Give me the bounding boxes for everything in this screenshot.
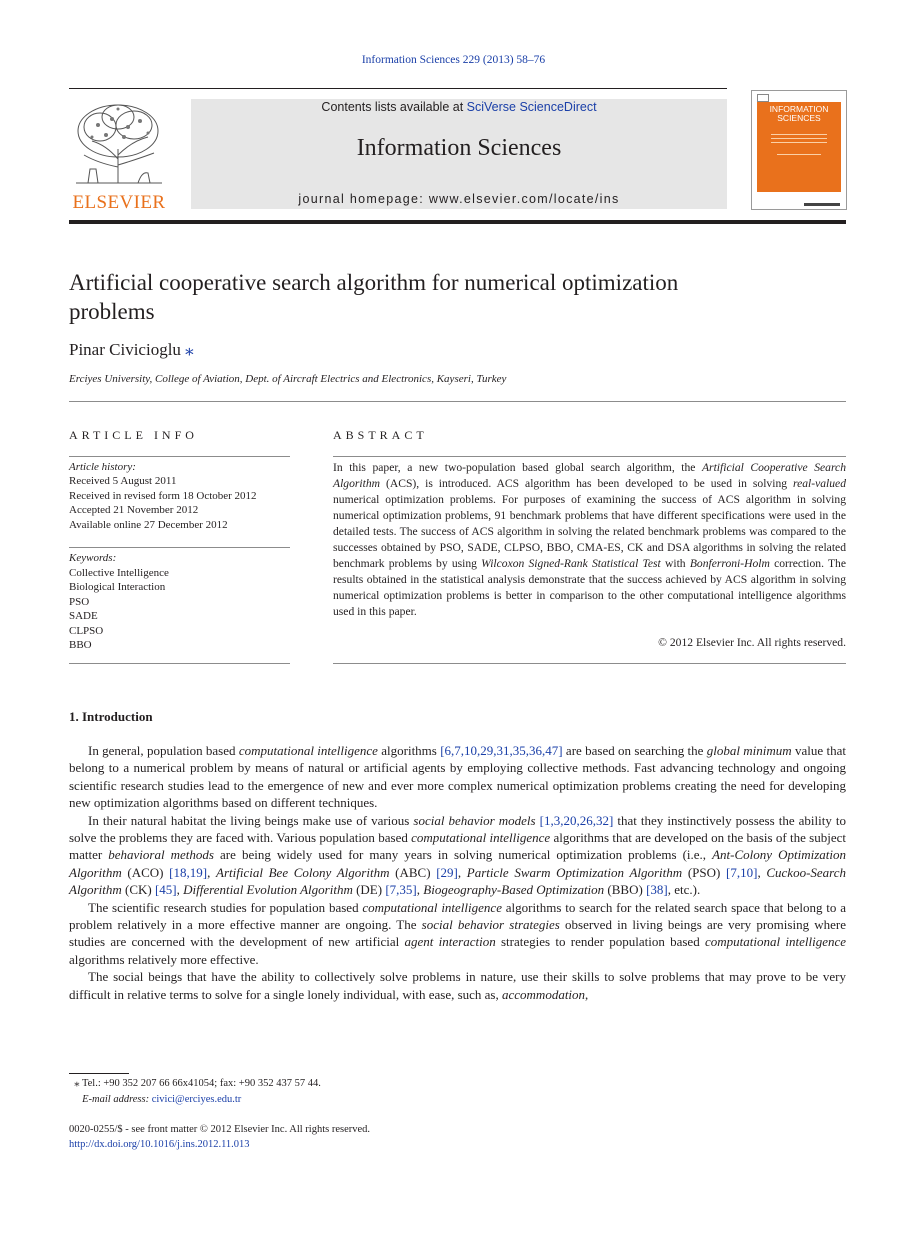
citation-link[interactable]: [7,35] [385, 882, 417, 898]
introduction-paragraph [69, 812, 846, 899]
journal-homepage [191, 192, 727, 206]
cover-publisher-mark-icon [757, 94, 769, 102]
introduction-text-run: algorithms relatively more effective. [69, 951, 259, 967]
footnote-rule [69, 1073, 129, 1074]
history-label: Article history: [69, 461, 136, 473]
contents-prefix: Contents lists available at [321, 100, 467, 114]
introduction-text-run: The social beings that have the ability to collectively solve problems in nature, use their skills to solve problems that may prove to be very difficult in relative terms to solve for a single lonely individual, with ease, such as, [69, 969, 846, 1002]
introduction-text-run: In general, population based [88, 743, 239, 758]
issn-block [69, 1122, 370, 1152]
author-footnote-mark[interactable]: ⁎ [185, 340, 194, 359]
introduction-paragraph [69, 968, 846, 1003]
email-label: E-mail address: [82, 1093, 150, 1105]
publisher-wordmark: ELSEVIER [72, 192, 166, 213]
footnote-mark: ⁎ [74, 1078, 80, 1089]
introduction-italic-run: computational intelligence [362, 899, 502, 915]
introduction-text-run: that they instinctively possess the ability to solve the problems they are faced with. Various population based [69, 812, 847, 846]
header-divider [69, 401, 846, 402]
footnote-contact [69, 1076, 321, 1092]
abstract-italic-run: Artificial Cooperative Search Algorithm [333, 461, 846, 490]
history-item: Received in revised form 18 October 2012 [69, 489, 257, 502]
introduction-text-run: strategies to render population based [495, 934, 705, 950]
cover-text-line [771, 142, 827, 143]
section-heading-introduction: 1. Introduction [69, 709, 153, 724]
cover-text-line [777, 154, 821, 155]
abstract-rule [333, 456, 846, 457]
keyword-item: Collective Intelligence [69, 566, 169, 579]
introduction-text-run: (BBO) [604, 882, 647, 898]
introduction-text-run: are being widely used for many years in solving numerical optimization problems (i.e., [213, 847, 713, 863]
paper-title: Artificial cooperative search algorithm for numerical optimization problems [69, 270, 679, 324]
introduction-text-run: algorithms to search for the related search space that belong to a problem relatively in a more effective manner are ongoing. The [69, 899, 846, 933]
abstract-text-run: numerical optimization problems. For purposes of examining the success of ACS algorithm in solving numerical optimization problems, 91 benchmark problems that have different specifications were used in the detailed tests. The success of ACS algorithm in solving the related benchmark problems was compared to the successes obtained by PSO, SADE, CLPSO, BBO, CMA-ES, CK and DSA algorithms in solving the related benchmark problems by using [333, 493, 846, 570]
history-item: Accepted 21 November 2012 [69, 504, 199, 517]
journal-name: Information Sciences [356, 135, 562, 161]
history-item: Available online 27 December 2012 [69, 518, 228, 531]
introduction-text-run: observed in living beings are very promising where studies are concerned with the development of new artificial [69, 917, 847, 950]
citation-link[interactable]: [45] [154, 882, 177, 898]
introduction-text-run: (PSO) [682, 864, 727, 880]
citation-link[interactable]: [18,19] [169, 864, 208, 880]
cover-text-line [771, 134, 827, 135]
keyword-item: SADE [69, 610, 98, 622]
cover-panel [757, 102, 841, 192]
introduction-body [69, 742, 846, 1003]
citation-link[interactable]: [7,10] [726, 864, 758, 880]
introduction-italic-run: agent interaction [404, 934, 496, 950]
masthead-bottom-rule [69, 220, 846, 224]
author-line [69, 340, 194, 360]
masthead-rule [69, 88, 727, 89]
journal-cover-thumbnail[interactable] [751, 90, 847, 210]
keyword-item: PSO [69, 595, 90, 608]
abstract-text-run: (ACS), is introduced. ACS algorithm has been developed to be used in solving [380, 477, 793, 490]
citation-link[interactable]: [38] [646, 882, 668, 898]
homepage-url-link[interactable]: www.elsevier.com/locate/ins [428, 192, 620, 206]
introduction-italic-run: Cuckoo-Search Algorithm [69, 864, 847, 898]
introduction-paragraph [69, 899, 846, 969]
introduction-text-run: , [457, 864, 467, 880]
keyword-item: CLPSO [69, 624, 104, 637]
introduction-italic-run: Ant-Colony Optimization Algorithm [69, 847, 846, 880]
introduction-text-run: (ACO) [121, 864, 170, 880]
contents-line [191, 100, 727, 114]
keyword-item: Biological Interaction [69, 581, 166, 593]
introduction-text-run: are based on searching the [562, 743, 707, 758]
cover-title: INFORMATION SCIENCES [769, 104, 829, 123]
citation-link[interactable]: [6,7,10,29,31,35,36,47] [440, 743, 563, 758]
cover-footer-bar [804, 203, 840, 206]
introduction-paragraph [69, 742, 846, 812]
introduction-text-run: , [585, 986, 589, 1002]
email-link[interactable]: civici@erciyes.edu.tr [151, 1093, 242, 1105]
introduction-text-run: In their natural habitat the living beings make use of various [88, 812, 414, 828]
introduction-italic-run: Particle Swarm Optimization Algorithm [466, 864, 683, 880]
abstract-text [333, 460, 846, 620]
introduction-italic-run: global minimum [706, 743, 792, 758]
introduction-italic-run: behavioral methods [108, 847, 214, 863]
cover-text-line [771, 138, 827, 139]
homepage-label: journal homepage: [298, 192, 429, 206]
article-info-heading: ARTICLE INFO [69, 428, 198, 442]
abstract-italic-run: Wilcoxon Signed-Rank Statistical Test [481, 557, 661, 570]
introduction-text-run: , [176, 882, 184, 898]
history-item: Received 5 August 2011 [69, 475, 177, 488]
author-name: Pinar Civicioglu [69, 340, 181, 359]
introduction-text-run: value that belong to a numerical problem by means of natural or artificial agents by employing collective methods. Fast advancing technology and ongoing scientific research studies lead to the emergence of new and ever more complex numerical optimization problems creating the need for developing new optimization algorithms based on different techniques. [69, 743, 846, 811]
introduction-text-run: (ABC) [389, 864, 437, 880]
introduction-text-run: , etc.). [667, 882, 701, 898]
footnote-email [69, 1092, 321, 1108]
introduction-text-run: , [207, 864, 217, 880]
keywords-label: Keywords: [69, 552, 117, 564]
introduction-italic-run: computational intelligence [238, 743, 378, 758]
keyword-item: BBO [69, 639, 92, 651]
abstract-text-run: with [660, 557, 690, 570]
introduction-italic-run: social behavior strategies [421, 917, 560, 933]
introduction-italic-run: computational intelligence [411, 830, 551, 846]
issn-line: 0020-0255/$ - see front matter © 2012 Elsevier Inc. All rights reserved. [69, 1124, 371, 1135]
abstract-text-run: In this paper, a new two-population based global search algorithm, the [333, 461, 702, 474]
introduction-italic-run: computational intelligence [704, 934, 847, 950]
article-history [69, 460, 290, 532]
article-info-rule [69, 547, 290, 548]
introduction-text-run: algorithms that are developed on the basis of the subject matter [69, 830, 846, 863]
citation-link[interactable]: [1,3,20,26,32] [539, 812, 614, 828]
introduction-italic-run: accommodation [502, 986, 586, 1002]
introduction-text-run: The scientific research studies for population based [88, 899, 363, 915]
article-info-rule [69, 456, 290, 457]
introduction-italic-run: Differential Evolution Algorithm [183, 882, 353, 898]
introduction-text-run: (DE) [352, 882, 386, 898]
abstract-italic-run: real-valued [792, 477, 846, 490]
introduction-text-run: , [416, 882, 424, 898]
affiliation: Erciyes University, College of Aviation, Dept. of Aircraft Electrics and Electronics, Kayseri, Turkey [69, 373, 507, 385]
abstract-copyright: © 2012 Elsevier Inc. All rights reserved. [658, 636, 846, 649]
keywords [69, 551, 290, 653]
abstract-italic-run: Bonferroni-Holm [689, 557, 770, 570]
introduction-text-run: algorithms [377, 743, 441, 758]
introduction-italic-run: social behavior models [413, 812, 536, 828]
journal-reference-link[interactable]: Information Sciences 229 (2013) 58–76 [361, 54, 546, 66]
doi-link[interactable]: http://dx.doi.org/10.1016/j.ins.2012.11.013 [69, 1139, 250, 1150]
abstract-rule [333, 663, 846, 664]
introduction-text-run: , [757, 864, 767, 880]
introduction-italic-run: Artificial Bee Colony Algorithm [216, 864, 390, 880]
article-info-rule [69, 663, 290, 664]
citation-link[interactable]: [29] [436, 864, 458, 880]
footnote-contact-text: Tel.: +90 352 207 66 66x41054; fax: +90 352 437 57 44. [81, 1078, 321, 1089]
introduction-text-run: (CK) [121, 882, 155, 898]
abstract-text-run: correction. The results obtained in the statistical analysis demonstrate that the success achieved by ACS algorithm in solving numerical optimization problems is better in comparison to the other computational intelligence algorithms used in this paper. [333, 557, 846, 618]
introduction-italic-run: Biogeography-Based Optimization [423, 882, 605, 898]
author-footnote [69, 1076, 321, 1107]
abstract-heading: ABSTRACT [333, 428, 428, 442]
sciencedirect-link[interactable]: SciVerse ScienceDirect [466, 100, 597, 114]
